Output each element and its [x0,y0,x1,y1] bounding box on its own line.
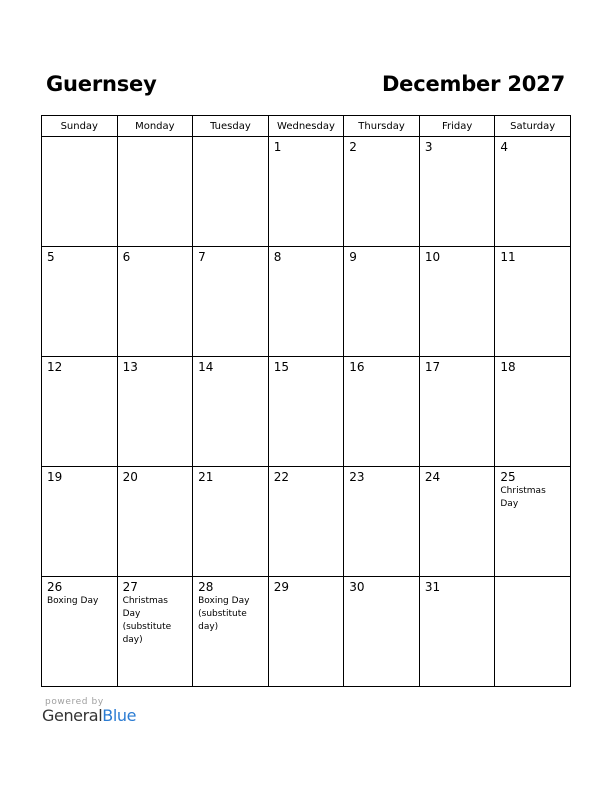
day-cell [344,247,420,357]
day-cell [193,467,269,577]
day-cell [495,467,571,577]
week-row [42,357,571,467]
day-cell [268,137,344,247]
day-cell [193,137,269,247]
day-cell [42,137,118,247]
brand-blue-text: Blue [102,706,137,725]
day-number: 17 [424,360,441,374]
day-cell [495,357,571,467]
day-number: 8 [273,250,282,264]
day-cell [268,357,344,467]
weekday-header: Tuesday [193,116,269,137]
day-number: 23 [349,470,365,484]
day-number: 27 [122,580,138,594]
day-number: 4 [500,140,509,154]
day-cell [117,137,193,247]
day-number: 1 [273,140,282,154]
day-cell [117,577,193,687]
day-number: 31 [424,580,441,594]
week-row [42,247,571,357]
day-number: 19 [47,470,63,484]
day-cell [193,247,269,357]
weekday-header: Monday [117,116,193,137]
day-cell [268,467,344,577]
weekday-header: Thursday [344,116,420,137]
day-cell [495,577,571,687]
day-cell [268,247,344,357]
day-number: 21 [198,470,214,484]
day-number: 26 [47,580,63,594]
week-row [42,577,571,687]
day-number: 24 [424,470,441,484]
day-number: 14 [198,360,214,374]
weekday-header: Saturday [495,116,571,137]
day-number: 15 [273,360,289,374]
day-number: 28 [198,580,214,594]
brand-logo[interactable] [42,706,136,725]
day-cell [419,577,495,687]
day-number: 22 [273,470,289,484]
day-cell [344,577,420,687]
brand-general-text: General [42,706,103,725]
day-number: 18 [500,360,516,374]
weekday-header: Friday [419,116,495,137]
day-cell [42,467,118,577]
day-cell [268,577,344,687]
day-number: 7 [198,250,206,264]
day-number: 16 [349,360,365,374]
day-cell [193,357,269,467]
day-number: 20 [122,470,138,484]
day-cell [117,247,193,357]
day-number: 10 [424,250,441,264]
day-cell [495,137,571,247]
day-number: 12 [47,360,63,374]
day-number: 11 [500,250,516,264]
day-cell [193,577,269,687]
holiday-label: Boxing Day (substitute day) [198,596,250,632]
day-number: 6 [122,250,131,264]
day-cell [117,357,193,467]
region-title: Guernsey [46,72,157,96]
day-cell [419,467,495,577]
weekday-header: Sunday [42,116,118,137]
powered-by-text: powered by [45,697,104,707]
day-cell [344,467,420,577]
calendar-body [42,137,571,687]
day-cell [42,247,118,357]
day-number: 30 [349,580,365,594]
day-cell [419,137,495,247]
day-cell [419,247,495,357]
day-number: 2 [349,140,357,154]
day-cell [344,137,420,247]
holiday-label: Christmas Day [500,486,546,509]
week-row [42,137,571,247]
holiday-label: Boxing Day [47,596,99,606]
day-number: 13 [122,360,138,374]
day-number: 25 [500,470,516,484]
day-cell [419,357,495,467]
day-number: 3 [424,140,433,154]
day-cell [344,357,420,467]
day-number: 9 [349,250,357,264]
calendar-grid [41,115,571,687]
weekday-header: Wednesday [268,116,344,137]
day-number: 5 [47,250,55,264]
day-number: 29 [273,580,289,594]
weekday-header-row [42,116,571,137]
footer-branding [42,697,136,725]
day-cell [495,247,571,357]
month-year-title: December 2027 [381,72,565,96]
day-cell [42,577,118,687]
week-row [42,467,571,577]
holiday-label: Christmas Day (substitute day) [122,596,172,645]
day-cell [42,357,118,467]
day-cell [117,467,193,577]
